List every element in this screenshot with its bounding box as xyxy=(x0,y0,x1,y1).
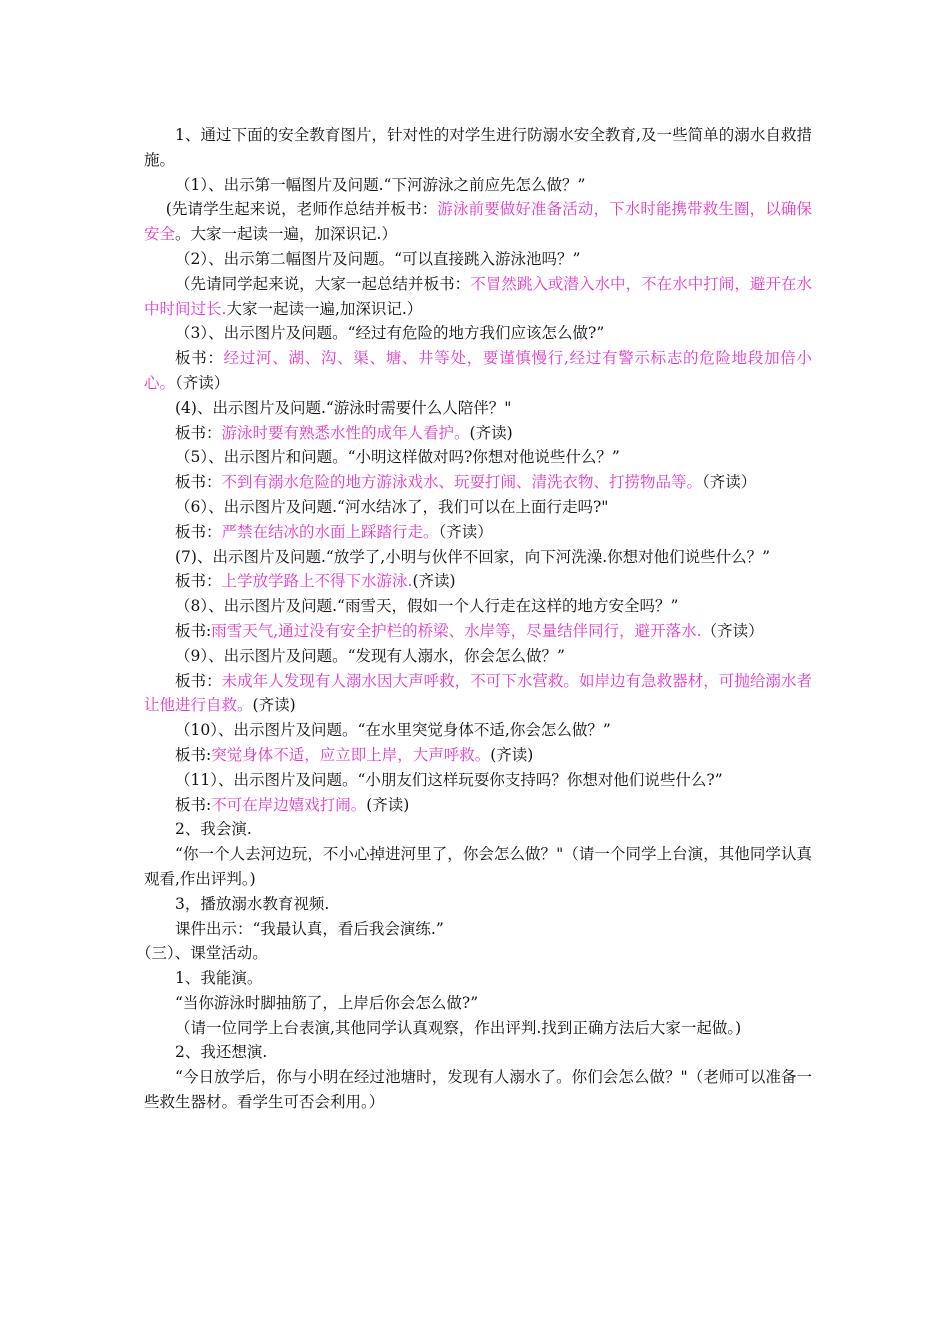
paragraph xyxy=(144,842,812,892)
paragraph xyxy=(144,321,812,346)
paragraph-text: “你一个人去河边玩，不小心掉进河里了，你会怎么做？"（请一个同学上台演，其他同学认真观看,作出评判。) xyxy=(144,845,812,888)
paragraph xyxy=(144,421,812,446)
paragraph-text: (7)、出示图片及问题.“放学了,小明与伙伴不回家，向下河洗澡.你想对他们说些什么？” xyxy=(175,547,771,566)
paragraph xyxy=(144,173,812,198)
paragraph-text: （2）、出示第二幅图片及问题。“可以直接跳入游泳池吗？” xyxy=(175,249,581,268)
paragraph-text: (先请学生起来说，老师作总结并板书： xyxy=(165,200,438,219)
paragraph-text: 1、我能演。 xyxy=(175,969,263,988)
paragraph xyxy=(144,966,812,991)
paragraph-text: 板书： xyxy=(175,522,222,541)
paragraph xyxy=(144,470,812,495)
paragraph xyxy=(144,991,812,1016)
paragraph xyxy=(144,817,812,842)
paragraph xyxy=(144,445,812,470)
paragraph-text: （1）、出示第一幅图片及问题.“下河游泳之前应先怎么做？” xyxy=(175,175,586,194)
board-note-highlight: 突觉身体不适，应立即上岸，大声呼救。 xyxy=(211,745,491,764)
paragraph-text: （三）、课堂活动。 xyxy=(136,944,268,963)
board-note-highlight: 雨雪天气,通过没有安全护栏的桥梁、水岸等，尽量结伴同行，避开落水. xyxy=(211,621,702,640)
board-note-highlight: 不到有溺水危险的地方游泳戏水、玩耍打闹、清洗衣物、打捞物品等。 xyxy=(221,473,703,492)
paragraph xyxy=(144,123,812,173)
paragraph xyxy=(144,520,812,545)
paragraph xyxy=(144,917,812,942)
paragraph xyxy=(144,793,812,818)
board-note-highlight: 不冒然跳入或潜入水中，不在水中打闹，避开在水中时间过长. xyxy=(144,274,812,318)
board-note-highlight: 严禁在结冰的水面上踩踏行走。 xyxy=(221,522,439,541)
paragraph xyxy=(144,545,812,570)
paragraph-text: （9）、出示图片及问题。“发现有人溺水，你会怎么做？” xyxy=(175,646,565,665)
paragraph-text: (齐读) xyxy=(252,696,296,715)
paragraph-text: 。大家一起读一遍，加深识记.） xyxy=(175,225,397,244)
paragraph-text: 板书: xyxy=(175,795,212,814)
paragraph-text: （先请同学起来说，大家一起总结并板书： xyxy=(175,274,471,293)
paragraph-text: (4)、出示图片及问题.“游泳时需要什么人陪伴？" xyxy=(175,398,512,417)
paragraph-text: 2、我会演. xyxy=(175,820,252,839)
paragraph-text: 板书: xyxy=(175,745,212,764)
paragraph-text: 板书: xyxy=(175,621,212,640)
paragraph-text: 板书： xyxy=(175,349,224,368)
paragraph-text: （10）、出示图片及问题。“在水里突觉身体不适,你会怎么做？” xyxy=(175,721,611,740)
paragraph-text: （3）、出示图片及问题。“经过有危险的地方我们应该怎么做?” xyxy=(175,324,605,343)
paragraph xyxy=(144,768,812,793)
board-note-highlight: 游泳时要有熟悉水性的成年人看护。 xyxy=(221,423,470,442)
paragraph xyxy=(144,669,812,719)
paragraph-text: 课件出示：“我最认真，看后我会演练.” xyxy=(175,919,444,938)
paragraph xyxy=(144,1040,812,1065)
paragraph-text: 板书： xyxy=(175,671,222,690)
paragraph xyxy=(144,569,812,594)
paragraph xyxy=(144,247,812,272)
paragraph-text: （8）、出示图片及问题.“雨雪天，假如一个人行走在这样的地方安全吗？” xyxy=(175,597,679,616)
board-note-highlight: 不可在岸边嬉戏打闹。 xyxy=(211,795,367,814)
paragraph xyxy=(136,941,812,966)
paragraph xyxy=(144,594,812,619)
board-note-highlight: 游泳前要做好准备活动，下水时能携带救生圈，以确保安全 xyxy=(144,200,812,244)
document-page xyxy=(136,123,812,1115)
paragraph xyxy=(144,644,812,669)
paragraph-text: （6）、出示图片及问题.“河水结冰了，我们可以在上面行走吗?" xyxy=(175,497,609,516)
paragraph-text: 板书： xyxy=(175,473,222,492)
paragraph-text: 1、通过下面的安全教育图片，针对性的对学生进行防溺水安全教育,及一些简单的溺水自救措施。 xyxy=(144,126,812,169)
paragraph xyxy=(144,619,812,644)
paragraph xyxy=(144,718,812,743)
paragraph-text: (齐读) xyxy=(469,423,513,442)
board-note-highlight: 未成年人发现有人溺水因大声呼救，不可下水营救。如岸边有急救器材，可抛给溺水者让他进行自救。 xyxy=(144,671,812,715)
paragraph xyxy=(144,1016,812,1041)
paragraph-text: （齐读） xyxy=(175,373,230,392)
paragraph xyxy=(144,272,812,322)
paragraph-text: （齐读） xyxy=(438,522,493,541)
paragraph-text: (齐读) xyxy=(490,745,534,764)
paragraph-text: (齐读) xyxy=(412,572,456,591)
paragraph-text: (齐读) xyxy=(366,795,410,814)
paragraph xyxy=(144,346,812,396)
paragraph-text: “今日放学后，你与小明在经过池塘时，发现有人溺水了。你们会怎么做？"（老师可以准备一些救生器材。看学生可否会利用。） xyxy=(144,1068,812,1112)
paragraph-text: （齐读） xyxy=(701,621,764,640)
paragraph xyxy=(144,396,812,421)
paragraph-text: 2、我还想演. xyxy=(175,1043,268,1062)
board-note-highlight: 上学放学路上不得下水游泳. xyxy=(221,572,413,591)
paragraph-text: 板书： xyxy=(175,572,222,591)
board-note-highlight: 经过河、湖、沟、渠、塘、井等处，要谨慎慢行,经过有警示标志的危险地段加倍小心。 xyxy=(144,349,812,392)
paragraph-text: （请一位同学上台表演,其他同学认真观察，作出评判.找到正确方法后大家一起做。) xyxy=(175,1018,742,1037)
paragraph xyxy=(144,197,812,247)
paragraph xyxy=(144,1065,812,1115)
paragraph-text: （齐读） xyxy=(702,473,757,492)
paragraph-text: 板书： xyxy=(175,423,222,442)
paragraph-text: （5）、出示图片和问题。“小明这样做对吗?你想对他说些什么？” xyxy=(175,448,620,467)
paragraph xyxy=(144,495,812,520)
paragraph xyxy=(144,892,812,917)
paragraph-text: （11）、出示图片及问题。“小朋友们这样玩耍你支持吗？你想对他们说些什么?” xyxy=(175,770,723,789)
paragraph xyxy=(144,743,812,768)
paragraph-text: 3，播放溺水教育视频. xyxy=(175,894,330,913)
paragraph-text: 大家一起读一遍,加深识记.） xyxy=(226,299,423,318)
paragraph-text: “当你游泳时脚抽筋了，上岸后你会怎么做?” xyxy=(175,993,479,1012)
